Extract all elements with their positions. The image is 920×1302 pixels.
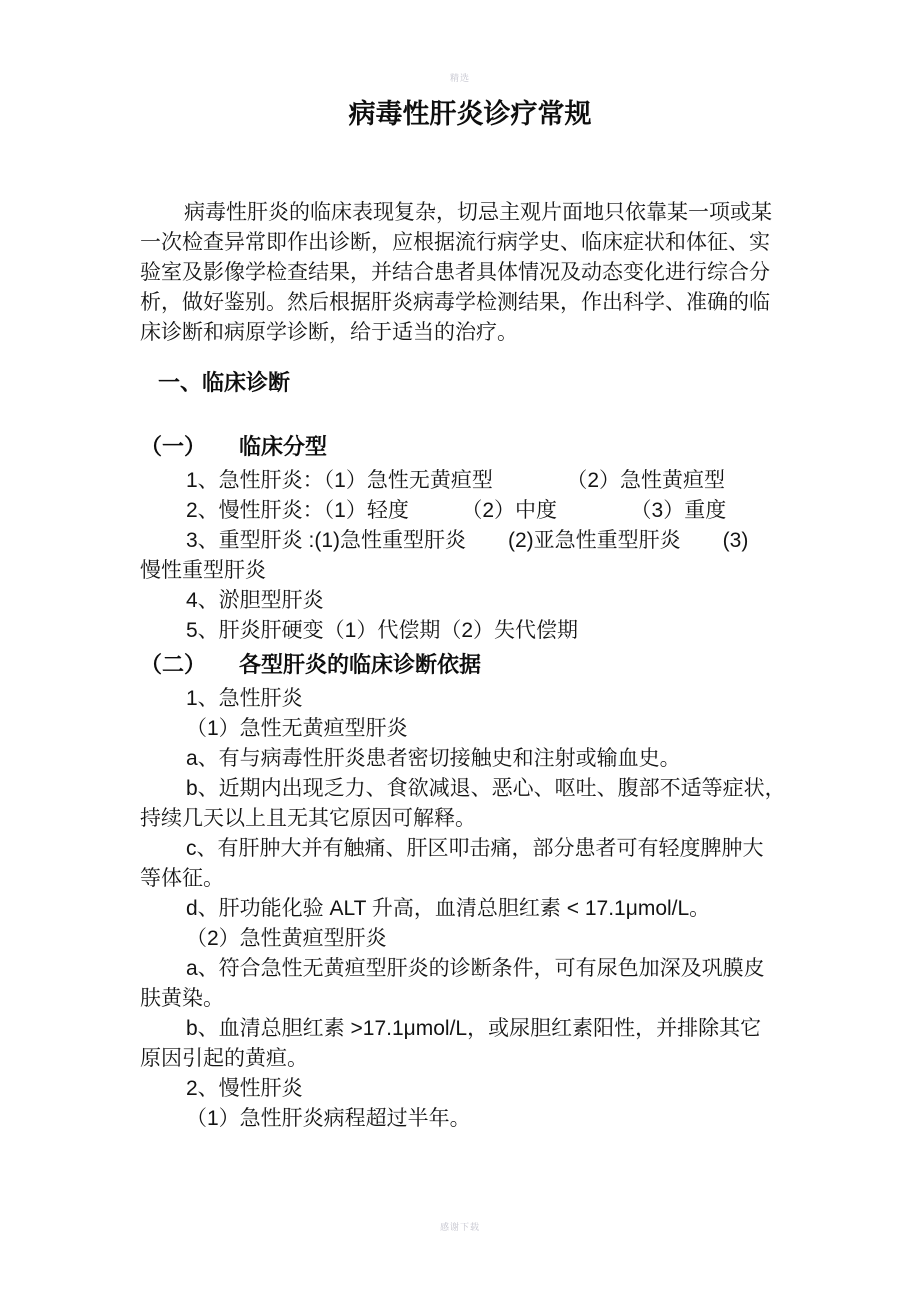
doc-line: （2）急性黄疸型肝炎	[186, 927, 387, 950]
doc-line: b、近期内出现乏力、食欲减退、恶心、呕吐、腹部不适等症状，	[186, 777, 786, 800]
doc-line: 持续几天以上且无其它原因可解释。	[140, 807, 476, 830]
doc-line: c、有肝肿大并有触痛、肝区叩击痛，部分患者可有轻度脾肿大	[186, 837, 764, 860]
doc-line: 等体征。	[140, 867, 224, 890]
doc-line: 5、肝炎肝硬变（1）代偿期（2）失代偿期	[186, 619, 579, 642]
doc-line: 一、临床诊断	[158, 370, 291, 395]
doc-line: a、符合急性无黄疸型肝炎的诊断条件，可有尿色加深及巩膜皮	[186, 957, 765, 980]
doc-line: （1）急性无黄疸型肝炎	[186, 717, 408, 740]
document-body	[140, 198, 800, 1134]
doc-line: 1、急性肝炎	[186, 687, 303, 710]
doc-line: 1、急性肝炎：（1）急性无黄疸型 （2）急性黄疸型	[186, 469, 726, 492]
doc-line: 原因引起的黄疸。	[140, 1047, 308, 1070]
page-title: 病毒性肝炎诊疗常规	[348, 99, 592, 129]
doc-line: 4、淤胆型肝炎	[186, 589, 324, 612]
doc-line: 2、慢性肝炎：（1）轻度 （2）中度 （3）重度	[186, 499, 727, 522]
doc-line: （1）急性肝炎病程超过半年。	[186, 1107, 471, 1130]
doc-line: 肤黄染。	[140, 987, 224, 1010]
doc-line: （一） 临床分型	[140, 434, 328, 459]
doc-line: 病毒性肝炎的临床表现复杂，切忌主观片面地只依靠某一项或某	[184, 201, 772, 224]
watermark-bottom: 感谢下载	[439, 1222, 481, 1232]
watermark-top: 精选	[449, 73, 471, 83]
doc-line: 2、慢性肝炎	[186, 1077, 303, 1100]
doc-line: 析，做好鉴别。然后根据肝炎病毒学检测结果，作出科学、准确的临	[140, 291, 770, 314]
doc-line: 验室及影像学检查结果，并结合患者具体情况及动态变化进行综合分	[140, 261, 770, 284]
doc-line: b、血清总胆红素 >17.1μmol/L，或尿胆红素阳性，并排除其它	[186, 1017, 762, 1040]
doc-line: a、有与病毒性肝炎患者密切接触史和注射或输血史。	[186, 747, 681, 770]
doc-line: （二） 各型肝炎的临床诊断依据	[140, 652, 482, 677]
doc-line: 一次检查异常即作出诊断，应根据流行病学史、临床症状和体征、实	[140, 231, 770, 254]
doc-line: 慢性重型肝炎	[140, 559, 266, 582]
doc-line: 床诊断和病原学诊断，给于适当的治疗。	[140, 321, 518, 344]
doc-line: d、肝功能化验 ALT 升高，血清总胆红素 < 17.1μmol/L。	[186, 897, 711, 920]
doc-line: 3、重型肝炎 :(1)急性重型肝炎 (2)亚急性重型肝炎 (3)	[186, 529, 749, 552]
